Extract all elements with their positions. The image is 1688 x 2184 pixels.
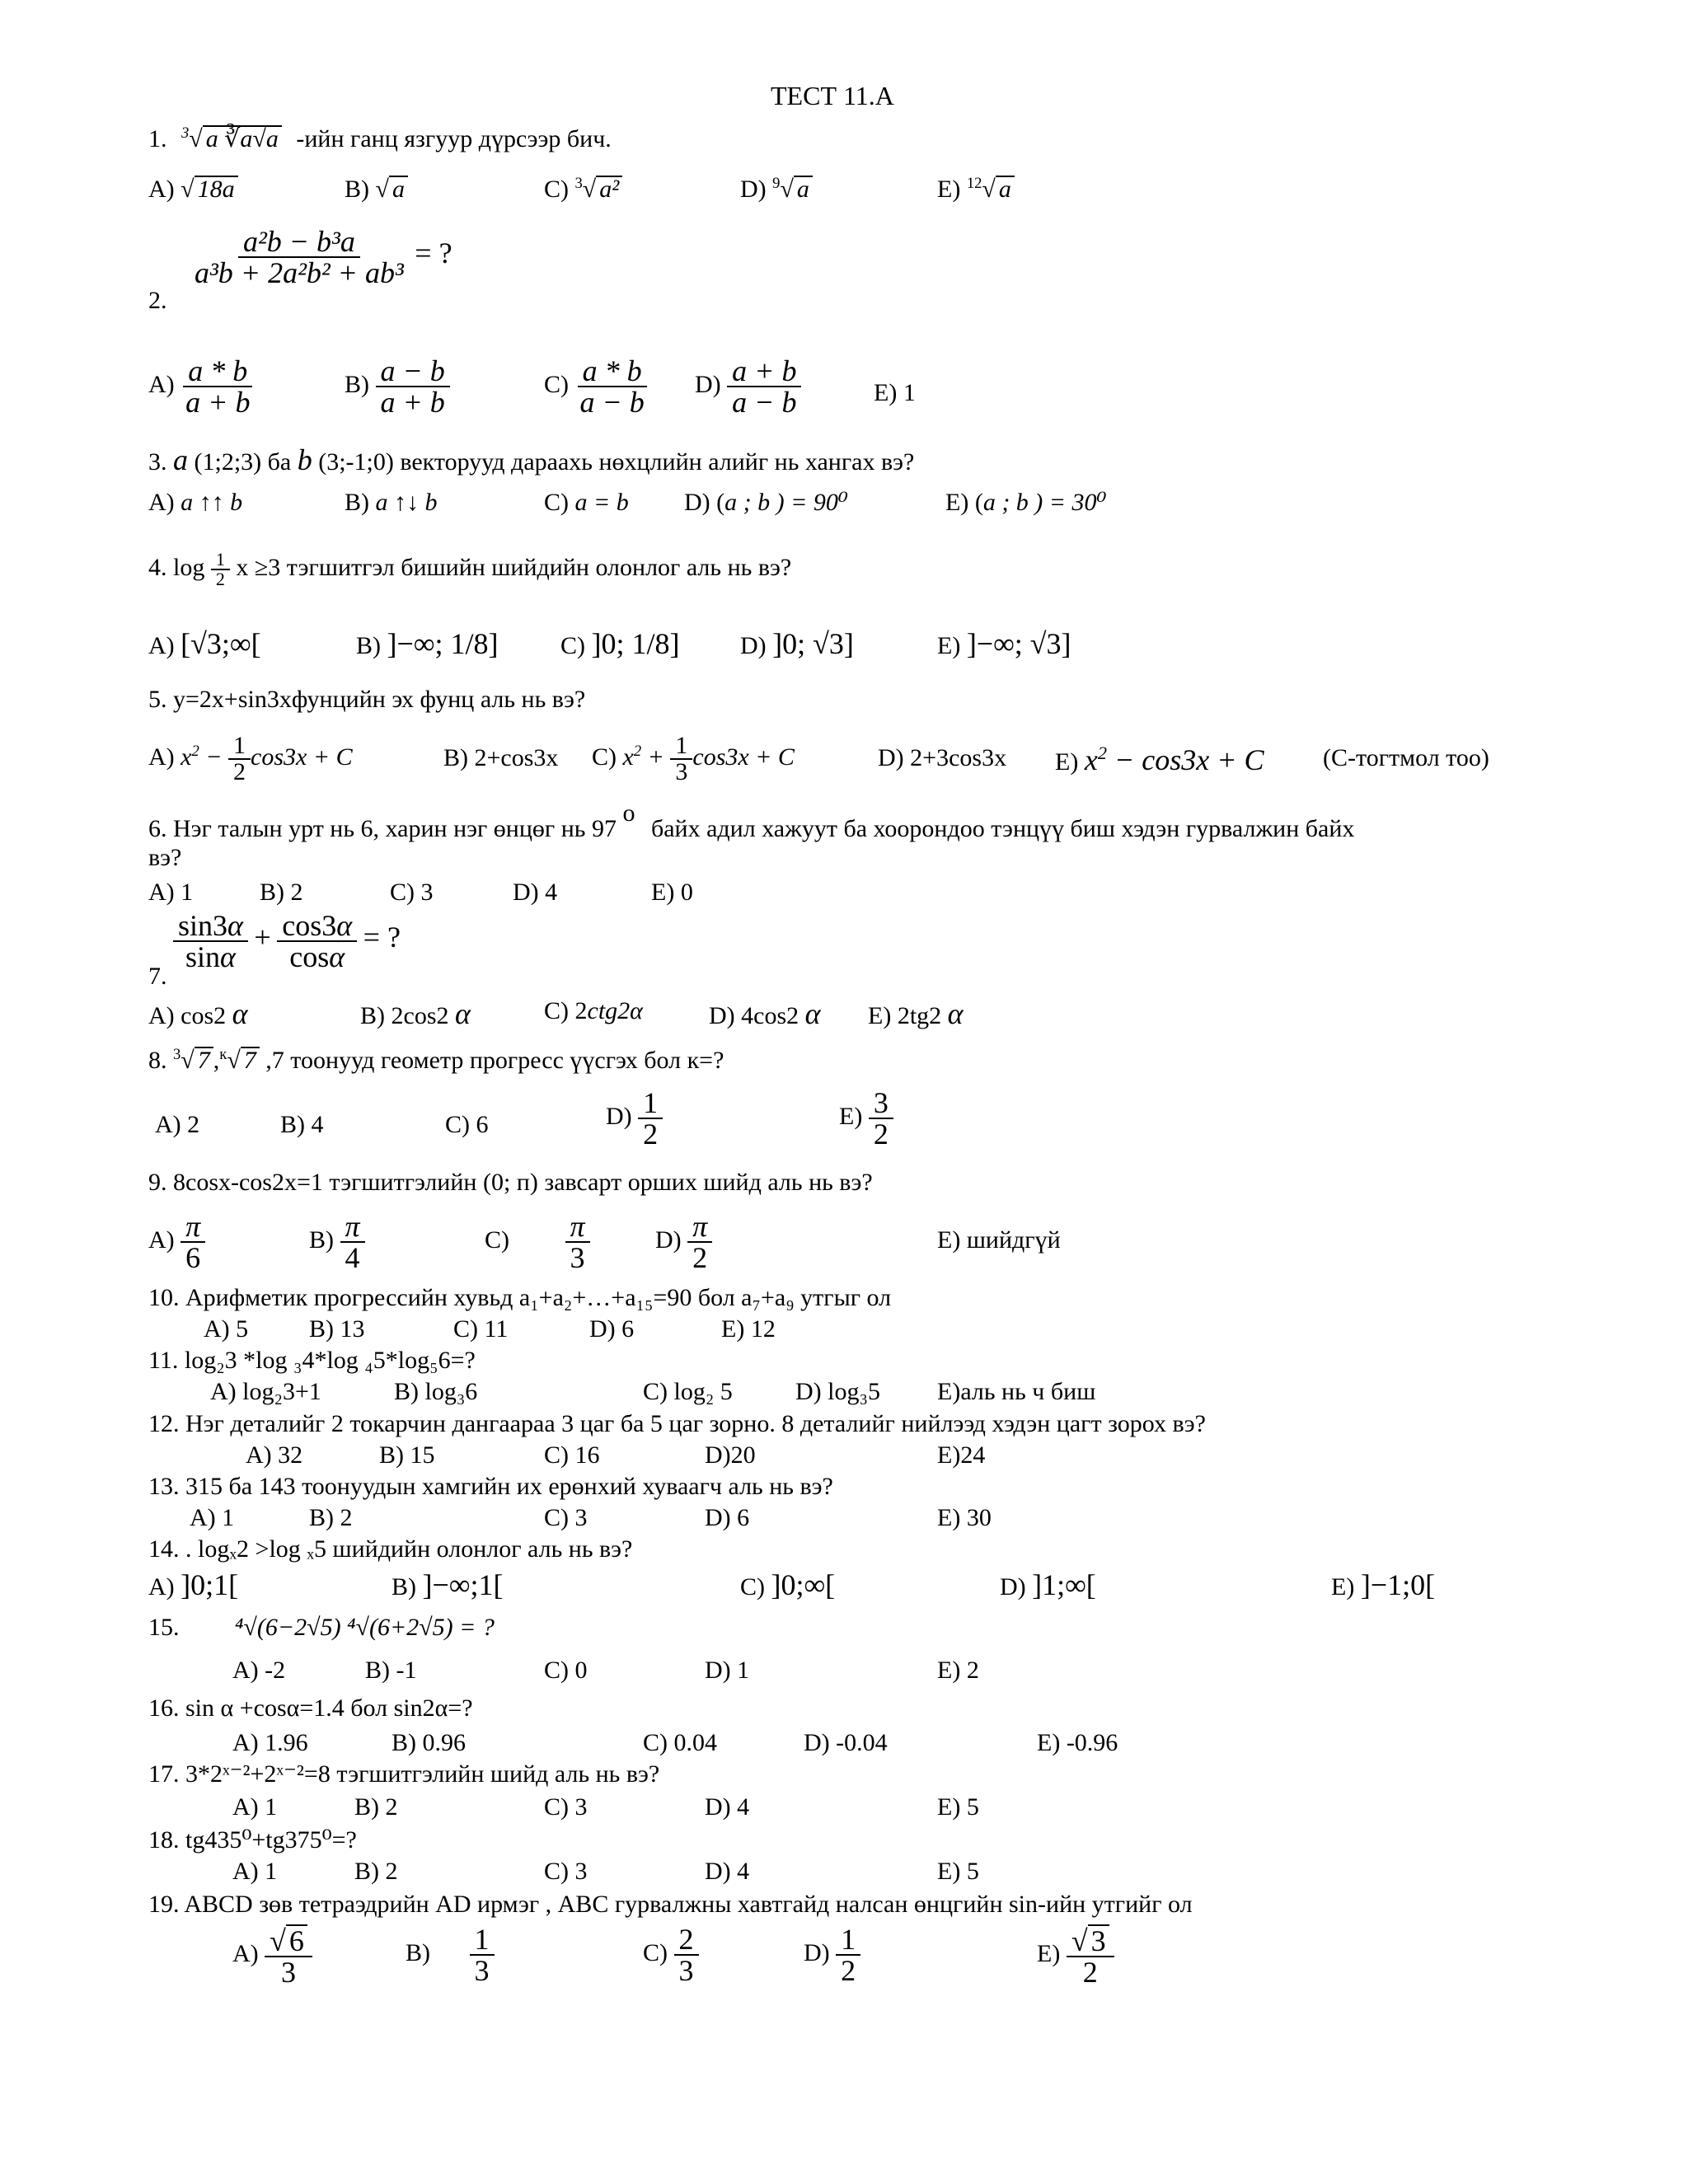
q13-option-c[interactable]: C) 3 — [544, 1504, 588, 1531]
q17-option-c[interactable]: C) 3 — [544, 1793, 588, 1821]
q11-option-c[interactable]: C) log₂ 5 — [643, 1378, 733, 1405]
q18-option-a[interactable]: A) 1 — [232, 1858, 278, 1885]
q17-option-e[interactable]: E) 5 — [937, 1793, 979, 1821]
q1-option-b[interactable]: B) √ a — [345, 176, 408, 202]
q16-option-a[interactable]: A) 1.96 — [232, 1729, 308, 1756]
question-6-cont: вэ? — [148, 844, 182, 871]
q2-option-d[interactable]: D) $\frac{a + b}{a - b}$ — [695, 356, 801, 417]
q12-option-d[interactable]: D)20 — [705, 1441, 756, 1469]
q11-option-e[interactable]: E)аль нь ч биш — [937, 1378, 1096, 1405]
q5-note: (C-тогтмол тоо) — [1323, 744, 1489, 771]
q9-option-b[interactable]: B) $\frac{\pi}{4}$ — [309, 1212, 365, 1272]
q13-option-d[interactable]: D) 6 — [705, 1504, 750, 1531]
q2-option-a[interactable]: A) $\frac{a * b}{a + b}$ — [148, 356, 255, 417]
q1-option-c[interactable]: C) $^3$√ a² — [544, 176, 622, 202]
q11-option-b[interactable]: B) log₃6 — [394, 1378, 478, 1405]
q4-option-d[interactable]: D) ]0; √3] — [740, 627, 854, 660]
q17-option-d[interactable]: D) 4 — [705, 1793, 750, 1821]
q6-option-c[interactable]: C) 3 — [390, 879, 434, 906]
q7-option-e[interactable]: E) 2tg2 α — [868, 997, 964, 1030]
q13-option-b[interactable]: B) 2 — [309, 1504, 353, 1531]
q9-option-c[interactable]: C) $\frac{\pi}{3}$ — [485, 1212, 590, 1272]
q8-option-a[interactable]: A) 2 — [155, 1111, 200, 1138]
q3-option-b[interactable]: B) a ↑↓ b — [345, 489, 438, 516]
q9-option-d[interactable]: D) $\frac{\pi}{2}$ — [655, 1212, 712, 1272]
q16-option-d[interactable]: D) -0.04 — [804, 1729, 888, 1756]
q15-option-c[interactable]: C) 0 — [544, 1657, 588, 1684]
q19-option-a[interactable]: A) $\frac{√ 6}{3}$ — [232, 1924, 312, 1987]
q12-option-a[interactable]: A) 32 — [246, 1441, 303, 1469]
q6-option-d[interactable]: D) 4 — [513, 879, 558, 906]
q8-option-c[interactable]: C) 6 — [445, 1111, 489, 1138]
q1-option-d[interactable]: D) $^9$√ a — [740, 176, 813, 202]
q10-option-d[interactable]: D) 6 — [589, 1315, 635, 1343]
q16-option-b[interactable]: B) 0.96 — [392, 1729, 466, 1756]
q19-option-c[interactable]: C) $\frac{2}{3}$ — [643, 1924, 699, 1985]
q8-option-b[interactable]: B) 4 — [280, 1111, 324, 1138]
q14-option-a[interactable]: A) ]0;1[ — [148, 1568, 239, 1601]
question-3: 3. a (1;2;3) ба b (3;-1;0) векторууд дараахь нөхцлийн алийг нь хангах вэ? — [148, 443, 915, 476]
q15-option-d[interactable]: D) 1 — [705, 1657, 750, 1684]
question-18: 18. tg435⁰+tg375⁰=? — [148, 1826, 357, 1854]
q9-option-e[interactable]: E) шийдгүй — [937, 1226, 1061, 1254]
q15-option-e[interactable]: E) 2 — [937, 1657, 979, 1684]
q2-option-c[interactable]: C) $\frac{a * b}{a - b}$ — [544, 356, 649, 417]
q16-option-e[interactable]: E) -0.96 — [1037, 1729, 1118, 1756]
q15-option-b[interactable]: B) -1 — [365, 1657, 417, 1684]
question-13: 13. 315 ба 143 тоонуудын хамгийн их ерөнхий хуваагч аль нь вэ? — [148, 1473, 833, 1500]
question-2: 2. $\frac{\text{a²b − b³a}}{\text{a³b + 2a²b² + ab³}}$ = ? — [148, 225, 452, 314]
q7-option-a[interactable]: A) cos2 α — [148, 997, 248, 1030]
question-7: 7. $\frac{\sin 3\alpha}{\sin\alpha}$ + $\frac{\cos 3\alpha}{\cos\alpha}$ = ? — [148, 909, 401, 990]
q18-option-e[interactable]: E) 5 — [937, 1858, 979, 1885]
q5-option-b[interactable]: B) 2+cos3x — [443, 744, 559, 771]
q4-option-a[interactable]: A) [√3;∞[ — [148, 627, 261, 660]
question-11: 11. log₂3 *log ₃4*log ₄5*log₅6=? — [148, 1347, 476, 1374]
q12-option-c[interactable]: C) 16 — [544, 1441, 600, 1469]
q3-option-e[interactable]: E) (a ; b ) = 30⁰ — [945, 489, 1107, 516]
q2-option-e[interactable]: E) 1 — [874, 379, 916, 406]
q8-option-d[interactable]: D) $\frac{1}{2}$ — [606, 1088, 663, 1149]
q4-option-b[interactable]: B) ]−∞; 1/8] — [356, 627, 499, 660]
q6-option-e[interactable]: E) 0 — [651, 879, 693, 906]
q5-option-a[interactable]: A) $x^2$ − $\frac{1}{2}$ cos3x + C — [148, 732, 353, 785]
q5-option-e[interactable]: E) $x^2 - \cos 3x + C$ — [1055, 743, 1264, 776]
question-9: 9. 8cosx-cos2x=1 тэгшитгэлийн (0; п) завсарт орших шийд аль нь вэ? — [148, 1169, 873, 1196]
q7-option-c[interactable]: C) 2ctg2α — [544, 997, 643, 1024]
q9-option-a[interactable]: A) $\frac{\pi}{6}$ — [148, 1212, 205, 1272]
q18-option-d[interactable]: D) 4 — [705, 1858, 750, 1885]
q1-option-e[interactable]: E) $^{12}$√ a — [937, 176, 1015, 202]
q4-option-e[interactable]: E) ]−∞; √3] — [937, 627, 1071, 660]
q8-option-e[interactable]: E) $\frac{3}{2}$ — [839, 1088, 893, 1149]
q18-option-c[interactable]: C) 3 — [544, 1858, 588, 1885]
q10-option-b[interactable]: B) 13 — [309, 1315, 365, 1343]
question-17: 17. 3*2ˣ⁻²+2ˣ⁻²=8 тэгшитгэлийн шийд аль нь вэ? — [148, 1760, 660, 1788]
question-4: 4. log $\frac{1}{2}$ x ≥3 тэгшитгэл бишийн шийдийн олонлог аль нь вэ? — [148, 549, 792, 589]
q14-option-c[interactable]: C) ]0;∞[ — [740, 1568, 836, 1601]
q3-option-a[interactable]: A) a ↑↑ b — [148, 489, 243, 516]
q19-option-b[interactable]: B) $\frac{1}{3}$ — [406, 1924, 495, 1985]
q14-option-e[interactable]: E) ]−1;0[ — [1331, 1568, 1436, 1601]
q17-option-a[interactable]: A) 1 — [232, 1793, 278, 1821]
q7-option-d[interactable]: D) 4cos2 α — [709, 997, 821, 1030]
q11-option-d[interactable]: D) log₃5 — [795, 1378, 880, 1405]
question-6: 6. Нэг талын урт нь 6, харин нэг өнцөг нь 97 $^o$ байх адил хажуут ба хоорондоо тэнцүү биш хэдэн гурвалжин байх — [148, 799, 1355, 842]
question-15: 15. ⁴√(6−2√5) ⁴√(6+2√5) = ? — [148, 1614, 495, 1641]
q5-option-c[interactable]: C) $x^2$ + $\frac{1}{3}$ cos3x + C — [592, 732, 795, 785]
question-19: 19. ABCD зөв тетраэдрийн AD ирмэг , ABC гурвалжны хавтгайд налсан өнцгийн sin-ийн утгийг ол — [148, 1891, 1193, 1918]
q15-option-a[interactable]: A) -2 — [232, 1657, 286, 1684]
question-5: 5. y=2x+sin3xфунцийн эх фунц аль нь вэ? — [148, 686, 586, 713]
q3-option-d[interactable]: D) (a ; b ) = 90⁰ — [684, 489, 848, 516]
q3-option-c[interactable]: C) a = b — [544, 489, 629, 516]
q6-option-b[interactable]: B) 2 — [260, 879, 303, 906]
q7-option-b[interactable]: B) 2cos2 α — [360, 997, 471, 1030]
q12-option-b[interactable]: B) 15 — [379, 1441, 435, 1469]
q19-option-d[interactable]: D) $\frac{1}{2}$ — [804, 1924, 860, 1985]
question-14: 14. . logₓ2 >log ₓ5 шийдийн олонлог аль нь вэ? — [148, 1535, 633, 1563]
q19-option-e[interactable]: E) $\frac{√ 3}{2}$ — [1037, 1924, 1114, 1987]
q6-option-a[interactable]: A) 1 — [148, 879, 194, 906]
q14-option-d[interactable]: D) ]1;∞[ — [1000, 1568, 1096, 1601]
q11-option-a[interactable]: A) log₂3+1 — [210, 1378, 321, 1405]
q5-option-d[interactable]: D) 2+3cos3x — [878, 744, 1007, 771]
q16-option-c[interactable]: C) 0.04 — [643, 1729, 717, 1756]
q10-option-a[interactable]: A) 5 — [204, 1315, 249, 1343]
question-8: 8. $^3$√ 7 ,$^к$√ 7 ,7 тоонууд геометр прогресс үүсгэх бол к=? — [148, 1046, 724, 1074]
question-1: 1. $^3$√ a ∛a√a -ийн ганц язгуур дүрсээр бич. — [148, 124, 612, 152]
question-16: 16. sin α +cosα=1.4 бол sin2α=? — [148, 1694, 473, 1722]
q17-option-b[interactable]: B) 2 — [354, 1793, 398, 1821]
q13-option-e[interactable]: E) 30 — [937, 1504, 992, 1531]
q10-option-c[interactable]: C) 11 — [453, 1315, 509, 1343]
q2-option-b[interactable]: B) $\frac{a - b}{a + b}$ — [345, 356, 450, 417]
q12-option-e[interactable]: E)24 — [937, 1441, 986, 1469]
q1-option-a[interactable]: A) √ 18a — [148, 176, 238, 202]
q14-option-b[interactable]: B) ]−∞;1[ — [392, 1568, 504, 1601]
q13-option-a[interactable]: A) 1 — [190, 1504, 235, 1531]
question-10: 10. Арифметик прогрессийн хувьд a₁+a₂+…+a₁₅=90 бол a₇+a₉ утгыг ол — [148, 1284, 892, 1311]
question-12: 12. Нэг деталийг 2 токарчин дангаараа 3 цаг ба 5 цаг зорно. 8 деталийг нийлээд хэдэн цагт зорох вэ? — [148, 1410, 1206, 1437]
q10-option-e[interactable]: E) 12 — [721, 1315, 776, 1343]
q4-option-c[interactable]: C) ]0; 1/8] — [560, 627, 680, 660]
q18-option-b[interactable]: B) 2 — [354, 1858, 398, 1885]
page-title: ТЕСТ 11.А — [771, 81, 894, 110]
